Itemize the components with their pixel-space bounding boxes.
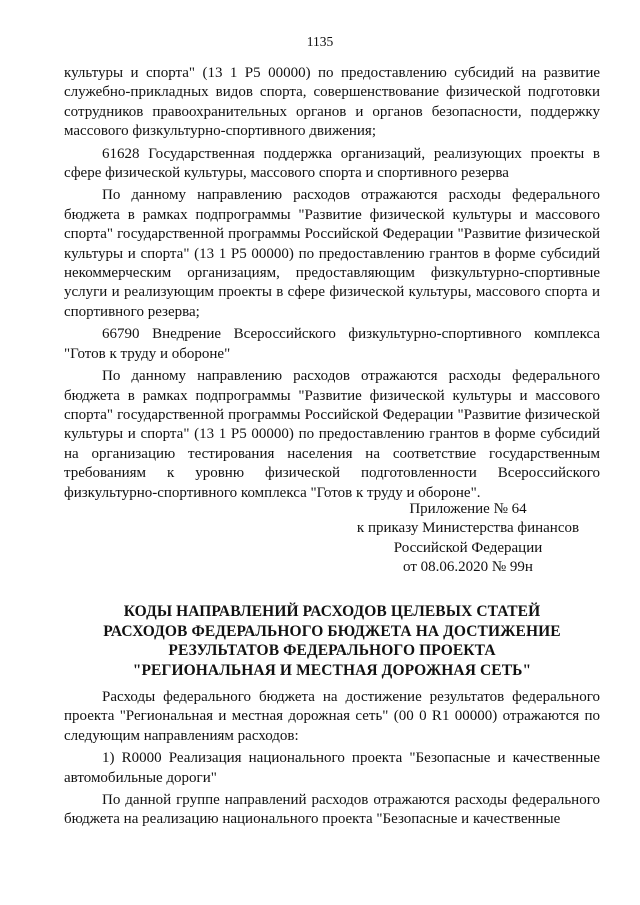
appendix-date-line: от 08.06.2020 № 99н — [403, 559, 533, 576]
section-heading — [64, 602, 600, 680]
paragraph: 66790 Внедрение Всероссийского физкультурно-спортивного комплекса "Готов к труду и обороне" — [64, 326, 600, 362]
heading-line: РЕЗУЛЬТАТОВ ФЕДЕРАЛЬНОГО ПРОЕКТА — [168, 642, 496, 659]
heading-line: КОДЫ НАПРАВЛЕНИЙ РАСХОДОВ ЦЕЛЕВЫХ СТАТЕЙ — [123, 603, 541, 620]
appendix-reference — [348, 500, 588, 578]
appendix-number: Приложение № 64 — [409, 501, 527, 517]
paragraph: По данному направлению расходов отражаются расходы федерального бюджета в рамках подпрограммы "Развитие физической культуры и массового спорта" государственной программы Российской Федерации "Развитие физической культуры и спорта" (13 1 Р5 00000) по предоставлению грантов в форме субсидий на организацию тестирования населения на соответствие государственным требованиям к уровню физической подготовленности Всероссийского физкультурно-спортивного комплекса "Готов к труду и обороне". — [64, 368, 600, 501]
appendix-country-line: Российской Федерации — [393, 539, 543, 556]
heading-line: "РЕГИОНАЛЬНАЯ И МЕСТНАЯ ДОРОЖНАЯ СЕТЬ" — [132, 661, 532, 679]
heading-line: РАСХОДОВ ФЕДЕРАЛЬНОГО БЮДЖЕТА НА ДОСТИЖЕНИЕ — [103, 622, 561, 640]
paragraph: 1) R0000 Реализация национального проекта "Безопасные и качественные автомобильные дороги" — [64, 750, 600, 786]
page-number: 1135 — [306, 34, 334, 49]
paragraph: По данному направлению расходов отражаются расходы федерального бюджета в рамках подпрограммы "Развитие физической культуры и массового спорта" государственной программы Российской Федерации "Развитие физической культуры и спорта" (13 1 Р5 00000) по предоставлению грантов в форме субсидий некоммерческим организациям, предоставляющим физкультурно-спортивные услуги и реализующим проекты в сфере физической культуры, массового спорта и спортивного резерва; — [64, 187, 600, 320]
paragraph: 61628 Государственная поддержка организаций, реализующих проекты в сфере физической культуры, массового спорта и спортивного резерва — [64, 145, 600, 182]
paragraph: Расходы федерального бюджета на достижение результатов федерального проекта "Региональная и местная дорожная сеть" (00 0 R1 00000) отражаются по следующим направлениям расходов: — [64, 689, 600, 744]
paragraph: культуры и спорта" (13 1 Р5 00000) по предоставлению субсидий на развитие служебно-прикладных видов спорта, совершенствование физической подготовки сотрудников правоохранительных органов и органов безопасности, поддержку массового физкультурно-спортивного движения; — [64, 65, 600, 140]
bottom-text-block — [64, 688, 600, 833]
appendix-order-line: к приказу Министерства финансов — [356, 520, 580, 537]
paragraph: По данной группе направлений расходов отражаются расходы федерального бюджета на реализацию национального проекта "Безопасные и качественные — [64, 792, 600, 828]
top-text-block — [64, 64, 600, 506]
